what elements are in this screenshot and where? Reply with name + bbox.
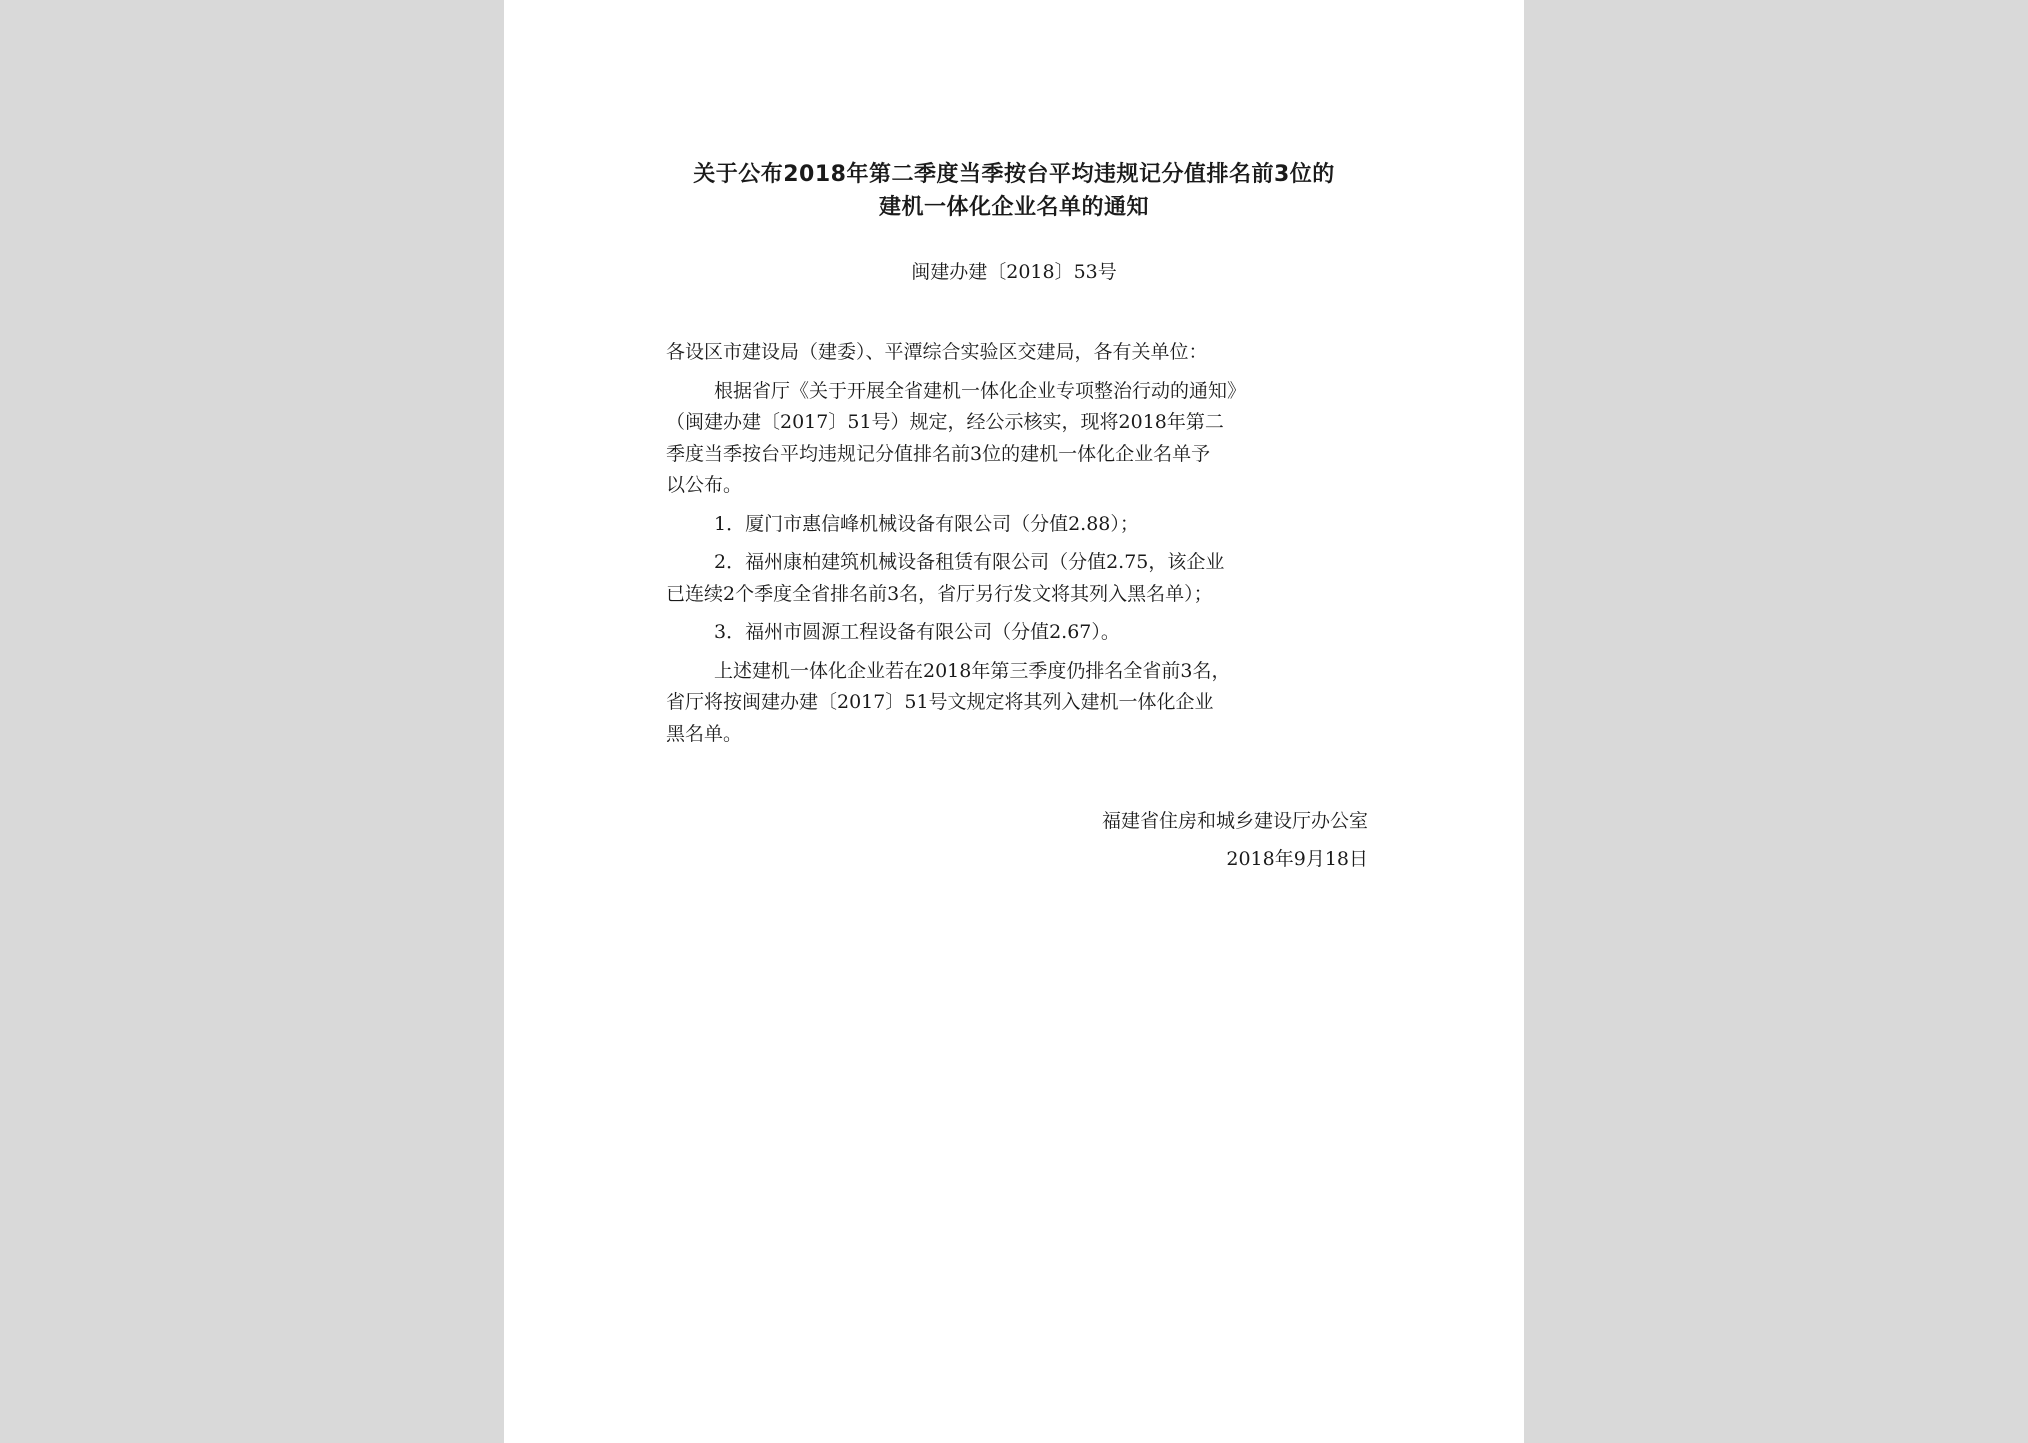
list-item-2 [666, 547, 1386, 610]
document-number: 闽建办建〔2018〕53号 [911, 261, 1117, 283]
list-item-1 [666, 509, 1386, 541]
closing-line-3: 黑名单。 [666, 722, 743, 745]
intro-line-2: （闽建办建〔2017〕51号）规定，经公示核实，现将2018年第二 [666, 411, 1224, 433]
salutation-line: 各设区市建设局（建委）、平潭综合实验区交建局，各有关单位： [666, 341, 1208, 363]
salutation [666, 337, 1386, 369]
document-body [666, 337, 1386, 757]
intro-line-4: 以公布。 [666, 474, 743, 496]
closing-line-1: 上述建机一体化企业若在2018年第三季度仍排名全省前3名， [714, 659, 1231, 682]
closing-line-2: 省厅将按闽建办建〔2017〕51号文规定将其列入建机一体化企业 [666, 691, 1214, 713]
closing-paragraph [666, 656, 1386, 751]
intro-line-3: 季度当季按台平均违规记分值排名前3位的建机一体化企业名单予 [666, 442, 1211, 465]
document-title [504, 158, 1524, 224]
list-item-3 [666, 617, 1386, 649]
intro-paragraph [666, 376, 1386, 502]
document-page [504, 0, 1524, 1443]
signature-date: 2018年9月18日 [1226, 848, 1368, 870]
title-line-2: 建机一体化企业名单的通知 [878, 195, 1149, 220]
title-line-1: 关于公布2018年第二季度当季按台平均违规记分值排名前3位的 [693, 162, 1335, 187]
list-item-1-line-1: 1．厦门市惠信峰机械设备有限公司（分值2.88）； [714, 512, 1139, 535]
list-item-3-line-1: 3．福州市圆源工程设备有限公司（分值2.67）。 [714, 621, 1120, 643]
signature-org: 福建省住房和城乡建设厅办公室 [1101, 810, 1368, 832]
intro-line-1: 根据省厅《关于开展全省建机一体化企业专项整治行动的通知》 [714, 379, 1247, 402]
list-item-2-line-2: 已连续2个季度全省排名前3名，省厅另行发文将其列入黑名单）； [666, 582, 1213, 605]
list-item-2-line-1: 2．福州康柏建筑机械设备租赁有限公司（分值2.75，该企业 [714, 551, 1225, 573]
signature-block [1102, 802, 1368, 878]
